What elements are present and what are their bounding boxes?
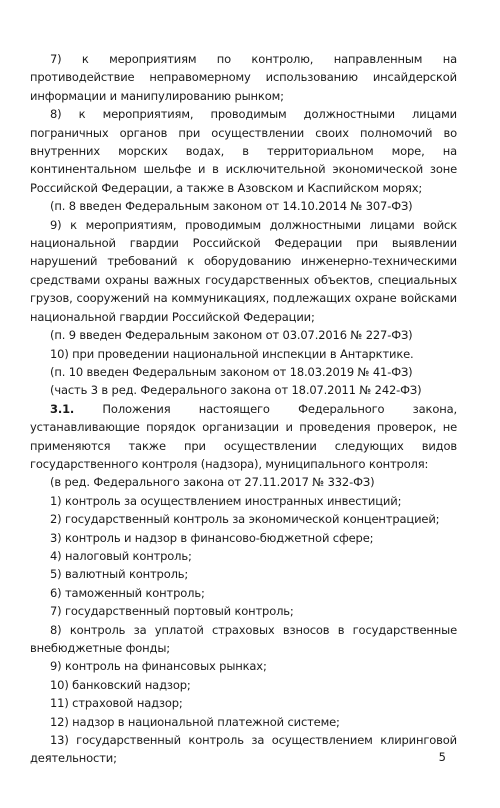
section-text: Положения настоящего Федерального закона, устанавливающие порядок организации и проведения проверок, не применяются также при осуществлении следующих видов государственного контроля (надзора), муниципального контроля: bbox=[30, 401, 457, 471]
amendment-note-part-3: (часть 3 в ред. Федерального закона от 18.07.2011 № 242-ФЗ) bbox=[50, 383, 422, 398]
page-number: 5 bbox=[438, 750, 446, 764]
list-item: 4) налоговый контроль; bbox=[50, 548, 192, 563]
amendment-note-section-3-1: (в ред. Федерального закона от 27.11.2017 № 332-ФЗ) bbox=[50, 475, 375, 490]
amendment-note-item-10: (п. 10 введен Федеральным законом от 18.03.2019 № 41-ФЗ) bbox=[50, 364, 413, 379]
list-item: 5) валютный контроль; bbox=[50, 567, 189, 582]
paragraph-item-10: 10) при проведении национальной инспекции в Антарктике. bbox=[50, 346, 414, 361]
paragraph-item-8: 8) к мероприятиям, проводимым должностными лицами пограничных органов при осуществлении своих полномочий во внутренних морских водах, в территориальном море, на континентальном шельфе и в исключительной экономической зоне Российской Федерации, а также в Азовском и Каспийском морях; bbox=[30, 107, 457, 195]
paragraph-item-7: 7) к мероприятиям по контролю, направленным на противодействие неправомерному использованию инсайдерской информации и манипулированию рынком; bbox=[30, 52, 457, 103]
paragraph-item-9: 9) к мероприятиям, проводимым должностными лицами войск национальной гвардии Российской Федерации при выявлении нарушений требований к оборудованию инженерно-техническими средствами охраны важных государственных объектов, специальных грузов, сооружений на коммуникациях, подлежащих охране войсками национальной гвардии Российской Федерации; bbox=[30, 217, 457, 324]
list-item: 2) государственный контроль за экономической концентрацией; bbox=[50, 512, 440, 527]
list-item: 3) контроль и надзор в финансово-бюджетной сфере; bbox=[50, 530, 374, 545]
document-body bbox=[30, 50, 457, 768]
amendment-note-item-9: (п. 9 введен Федеральным законом от 03.07.2016 № 227-ФЗ) bbox=[50, 328, 413, 343]
list-item: 8) контроль за уплатой страховых взносов в государственные внебюджетные фонды; bbox=[30, 622, 457, 655]
list-item: 11) страховой надзор; bbox=[50, 696, 183, 711]
list-item: 9) контроль на финансовых рынках; bbox=[50, 659, 267, 674]
section-number: 3.1. bbox=[50, 401, 75, 416]
list-item: 6) таможенный контроль; bbox=[50, 585, 205, 600]
list-item: 7) государственный портовый контроль; bbox=[50, 604, 294, 619]
list-item: 10) банковский надзор; bbox=[50, 677, 191, 692]
list-item: 1) контроль за осуществлением иностранных инвестиций; bbox=[50, 493, 402, 508]
section-3-1 bbox=[30, 400, 457, 474]
list-item: 12) надзор в национальной платежной системе; bbox=[50, 714, 340, 729]
list-item: 13) государственный контроль за осуществлением клиринговой деятельности; bbox=[30, 733, 457, 766]
amendment-note-item-8: (п. 8 введен Федеральным законом от 14.10.2014 № 307-ФЗ) bbox=[50, 199, 413, 214]
